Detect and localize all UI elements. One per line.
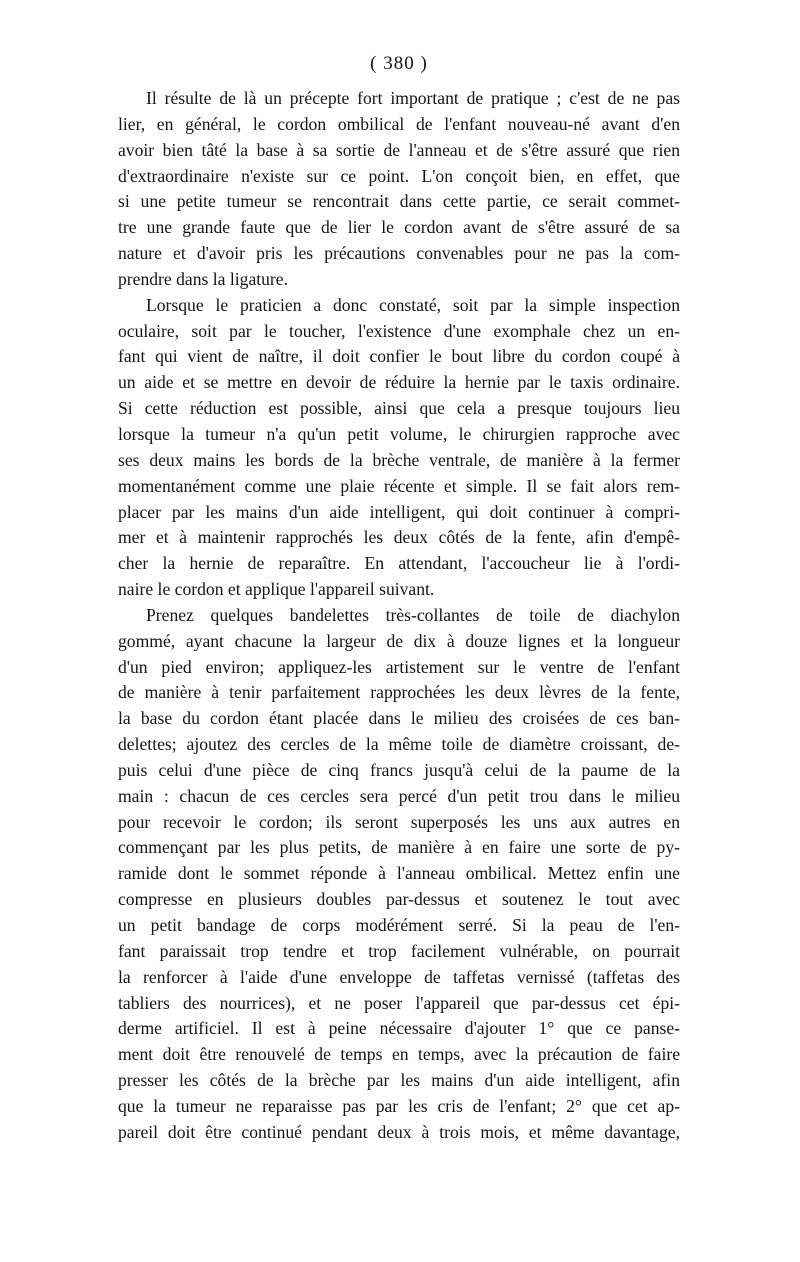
text-line: un petit bandage de corps modérément serré. Si la peau de l'en-	[118, 915, 680, 935]
text-line: pareil doit être continué pendant deux à trois mois, et même davantage,	[118, 1121, 680, 1142]
text-line: lier, en général, le cordon ombilical de l'enfant nouveau-né avant d'en	[118, 113, 680, 134]
text-line: Si cette réduction est possible, ainsi que cela a presque toujours lieu	[118, 398, 680, 419]
text-line: tabliers des nourrices), et ne poser l'appareil que par-dessus cet épi-	[118, 992, 680, 1013]
text-line: ramide dont le sommet réponde à l'anneau ombilical. Mettez enfin une	[118, 863, 680, 884]
text-line: d'un pied environ; appliquez-les artistement sur le ventre de l'enfant	[118, 656, 680, 677]
text-line: mer et à maintenir rapprochés les deux côtés de la fente, afin d'empê-	[118, 527, 680, 548]
book-page	[118, 52, 680, 1146]
text-line: compresse en plusieurs doubles par-dessus et soutenez le tout avec	[118, 889, 680, 910]
text-line: d'extraordinaire n'existe sur ce point. L'on conçoit bien, en effet, que	[118, 165, 680, 186]
text-line: oculaire, soit par le toucher, l'existence d'une exomphale chez un en-	[118, 320, 680, 341]
text-line: que la tumeur ne reparaisse pas par les cris de l'enfant; 2° que cet ap-	[118, 1095, 680, 1116]
text-line: pour recevoir le cordon; ils seront superposés les uns aux autres en	[118, 811, 680, 832]
text-line: cher la hernie de reparaître. En attendant, l'accoucheur lie à l'ordi-	[118, 553, 680, 574]
text-line: commençant par les plus petits, de manière à en faire une sorte de py-	[118, 837, 680, 858]
body-text	[118, 86, 680, 1146]
text-line: tre une grande faute que de lier le cordon avant de s'être assuré de sa	[118, 217, 680, 238]
text-line: la renforcer à l'aide d'une enveloppe de taffetas vernissé (taffetas des	[118, 966, 680, 987]
text-line: un aide et se mettre en devoir de réduire la hernie par le taxis ordinaire.	[118, 372, 680, 393]
text-line: delettes; ajoutez des cercles de la même toile de diamètre croissant, de-	[118, 734, 680, 755]
text-line: la base du cordon étant placée dans le milieu des croisées de ces ban-	[118, 708, 680, 729]
text-line: lorsque la tumeur n'a qu'un petit volume, le chirurgien rapproche avec	[118, 423, 680, 444]
text-line: ses deux mains les bords de la brèche ventrale, de manière à la fermer	[118, 449, 680, 470]
page-number: ( 380 )	[370, 53, 428, 74]
text-line: naire le cordon et applique l'appareil suivant.	[118, 579, 435, 600]
text-line: Lorsque le praticien a donc constaté, soit par la simple inspection	[146, 294, 680, 315]
text-line: nature et d'avoir pris les précautions convenables pour ne pas la com-	[118, 243, 680, 264]
text-line: ment doit être renouvelé de temps en temps, avec la précaution de faire	[118, 1044, 680, 1065]
text-line: main : chacun de ces cercles sera percé d'un petit trou dans le milieu	[118, 785, 680, 806]
text-line: derme artificiel. Il est à peine nécessaire d'ajouter 1° que ce panse-	[118, 1018, 680, 1039]
text-line: fant qui vient de naître, il doit confier le bout libre du cordon coupé à	[118, 346, 680, 367]
text-line: placer par les mains d'un aide intelligent, qui doit continuer à compri-	[118, 501, 680, 522]
text-line: fant paraissait trop tendre et trop facilement vulnérable, on pourrait	[118, 940, 680, 961]
text-line: Prenez quelques bandelettes très-collantes de toile de diachylon	[146, 604, 680, 625]
text-line: momentanément comme une plaie récente et simple. Il se fait alors rem-	[118, 475, 680, 496]
text-line: presser les côtés de la brèche par les mains d'un aide intelligent, afin	[118, 1070, 680, 1091]
text-line: Il résulte de là un précepte fort important de pratique ; c'est de ne pas	[146, 88, 680, 108]
text-line: prendre dans la ligature.	[118, 268, 289, 289]
text-line: si une petite tumeur se rencontrait dans cette partie, ce serait commet-	[118, 191, 680, 212]
text-line: puis celui d'une pièce de cinq francs jusqu'à celui de la paume de la	[118, 759, 680, 780]
text-line: gommé, ayant chacune la largeur de dix à douze lignes et la longueur	[118, 630, 680, 651]
text-line: avoir bien tâté la base à sa sortie de l'anneau et de s'être assuré que rien	[118, 139, 680, 160]
text-line: de manière à tenir parfaitement rapprochées les deux lèvres de la fente,	[118, 682, 680, 703]
